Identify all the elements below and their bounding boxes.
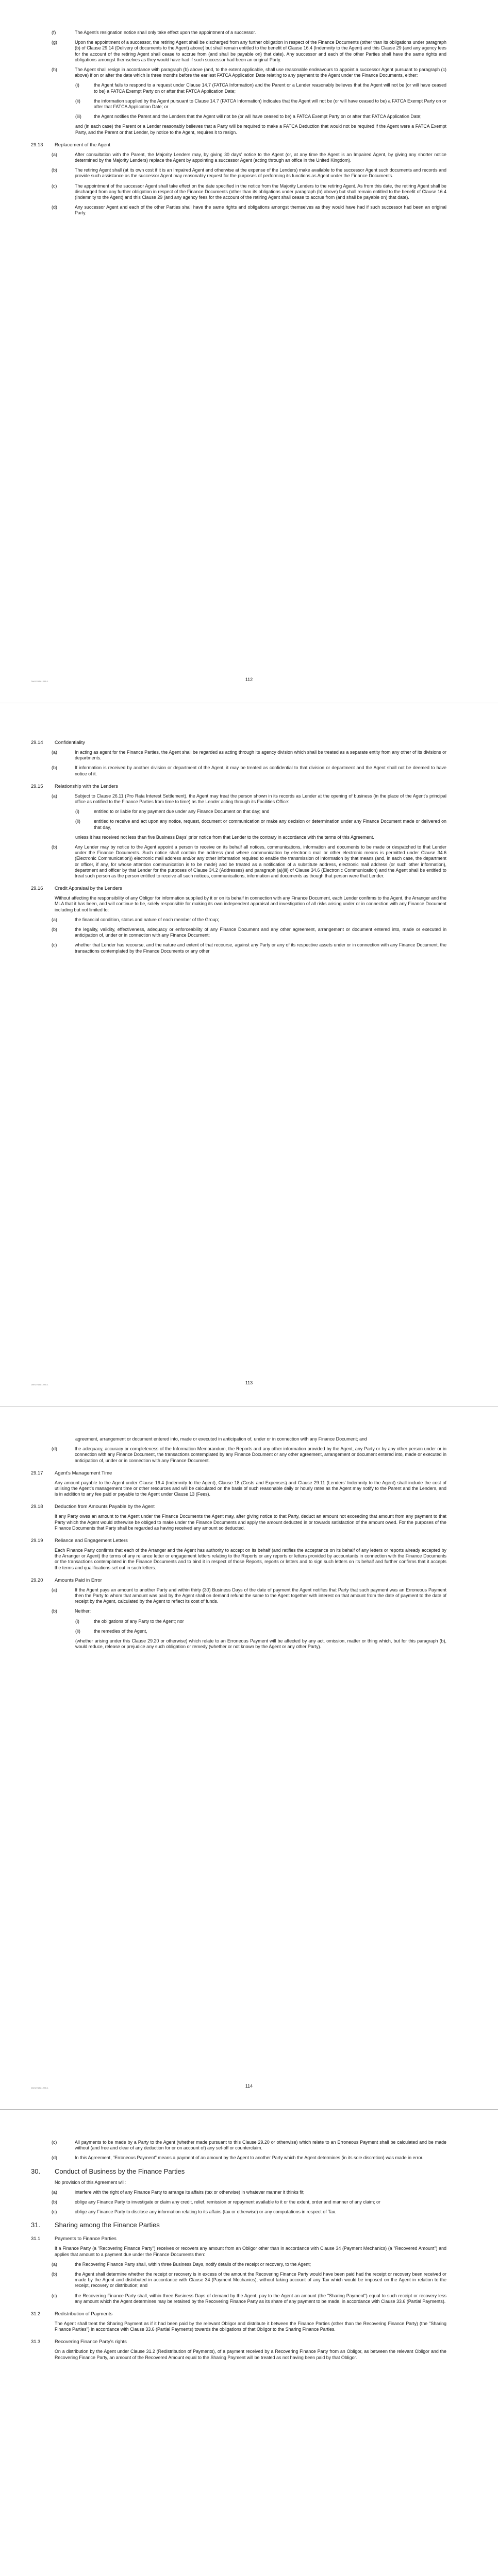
clause-item [31,167,446,179]
clause-item [31,927,446,938]
sub-clause-heading [31,885,446,891]
body-paragraph: No provision of this Agreement will: [55,2179,126,2185]
clause-text: In this Agreement, "Erroneous Payment" means a payment of an amount by the Agent to another Party which the Agent determines (in its sole discretion) was made in error. [75,2155,424,2161]
clause-text: the Agent fails to respond to a request under Clause 14.7 (FATCA Information) and the Parent or a Lender reasonably believes that the Agent will not be (or will have ceased to be) a FATCA Exempt Party on or after that FATCA Application Date; [94,82,446,94]
clause-item [31,1608,446,1614]
document-reference-code: DMS/21581285.1 [31,1383,48,1386]
heading-title: Confidentiality [55,739,85,745]
clause-label: (d) [52,205,57,210]
clause-text: The Agent's resignation notice shall only take effect upon the appointment of a successor. [75,30,256,35]
clause-item [31,2293,446,2304]
clause-label: (d) [52,1446,57,1452]
clause-item [31,750,446,761]
page-number: 112 [245,677,253,682]
heading-number: 29.14 [31,739,43,745]
clause-text: If information is received by another division or department of the Agent, it may be treated as confidential to that division or department and the Agent shall not be deemed to have notice of it. [75,765,446,776]
heading-title: Agent's Management Time [55,1469,112,1476]
clause-label: (b) [52,927,57,933]
body-paragraph: If a Finance Party (a "Recovering Finance Party") receives or recovers any amount from an Obligor other than in accordance with Clause 34 (Payment Mechanics) (a "Recovered Amount") and applies that amount to a payment due under the Finance Documents then: [55,2246,446,2257]
clause-text: the Recovering Finance Party shall, within three Business Days, notify details of the receipt or recovery, to the Agent; [75,2261,311,2267]
clause-item [31,67,446,78]
heading-title: Reliance and Engagement Letters [55,1537,128,1544]
clause-label: (f) [52,30,56,35]
clause-text: the Agent shall determine whether the receipt or recovery is in excess of the amount the Recovering Finance Party would have been paid had the receipt or recovery been received or made by the Agent and distributed in accordance with Clause 34 (Payment Mechanics), without taking account of any Tax which would be imposed on the Agent in relation to the receipt, recovery or distribution; and [75,2272,446,2289]
sub-clause-item [31,114,446,120]
clause-heading [31,2167,446,2176]
document-reference-code: DMS/21581285.1 [31,2087,48,2089]
clause-item [31,1587,446,1605]
clause-text: whether that Lender has recourse, and the nature and extent of that recourse, against any Party or any of its respective assets under or in connection with any Finance Document, the transactions contemplated by the Finance Documents or any other [75,942,446,954]
clause-text: oblige any Finance Party to investigate or claim any credit, relief, remission or repayment available to it or the extent, order and manner of any claim; or [75,2199,380,2205]
clause-text: Any Lender may by notice to the Agent appoint a person to receive on its behalf all notices, communications, information and documents to be made or despatched to that Lender under the Finance Documents. Such notice shall contain the address (and where communication by electronic mail or other electronic means is permitted under Clause 34.6 (Electronic Communication)) electronic mail address and/or any other information required to enable the transmission of information by that means (and, in each case, the department or officer, if any, for whose attention communication is to be made) and be treated as a notification of a substitute address, electronic mail address (or such other information), department and officer by that Lender for the purposes of Clause 34.2 (Addresses) and paragraph (a)(iii) of Clause 34.6 (Electronic Communication) and the Agent shall be entitled to treat such person as the person entitled to receive all such notices, communications, information and documents as though that person were that Lender. [75,844,446,879]
clause-text: Any successor Agent and each of the other Parties shall have the same rights and obligations amongst themselves as they would have had if such successor had been an original Party. [75,205,446,216]
document-page [0,703,498,1406]
clause-text: If the Agent pays an amount to another Party and within thirty (30) Business Days of the date of payment the Agent notifies that Party that such payment was an Erroneous Payment then the Party to whom that amount was paid by the Agent shall on demand refund the same to the Agent together with interest on that amount from the date of payment to the date of receipt by the Agent, calculated by the Agent to reflect its cost of funds. [75,1587,446,1604]
heading-number: 31.2 [31,2311,41,2317]
heading-title: Relationship with the Lenders [55,783,118,789]
heading-number: 29.20 [31,1577,43,1583]
clause-label: (b) [52,2199,57,2205]
sub-clause-item [31,819,446,830]
document-reference-code: DMS/21581285.1 [31,680,48,683]
clause-label: (iii) [75,114,81,120]
clause-label: (a) [52,750,57,755]
heading-number: 29.15 [31,783,43,789]
clause-item [31,2199,446,2205]
heading-number: 30. [31,2167,41,2175]
sub-clause-heading [31,1470,446,1476]
clause-text: The retiring Agent shall (at its own cost if it is an Impaired Agent and otherwise at the expense of the Lenders) make available to the successor Agent such documents and records and provide such assistance as the successor Agent may reasonably request for the purposes of performing its functions as Agent under the Finance Documents. [75,167,446,179]
heading-title: Sharing among the Finance Parties [55,2221,160,2229]
heading-number: 31.3 [31,2338,41,2345]
heading-title: Amounts Paid in Error [55,1577,102,1583]
clause-item [31,2272,446,2289]
sub-clause-item [31,1629,446,1634]
sub-clause-heading [31,739,446,745]
clause-item [31,765,446,776]
page-number: 114 [245,2083,253,2089]
clause-item [31,40,446,63]
heading-title: Credit Appraisal by the Lenders [55,885,122,891]
clause-label: (ii) [75,819,80,824]
continuation-paragraph: (whether arising under this Clause 29.20 or otherwise) which relate to an Erroneous Payment will be affected by any act, omission, matter or thing which, but for this paragraph (b), would reduce, release or prejudice any such obligation or remedy (whether or not known by the Agent or any other Party). [75,1638,446,1650]
page-number: 113 [245,1380,253,1385]
clause-text: In acting as agent for the Finance Parties, the Agent shall be regarded as acting through its agency division which shall be treated as a separate entity from any other of its divisions or departments. [75,750,446,761]
clause-item [31,152,446,163]
clause-text: the Recovering Finance Party shall, within three Business Days of demand by the Agent, pay to the Agent an amount (the "Sharing Payment") equal to such receipt or recovery less any amount which the Agent determines may be retained by the Recovering Finance Party as its share of any payment to be made, in accordance with Clause 33.6 (Partial Payments). [75,2293,446,2304]
clause-label: (i) [75,82,79,88]
clause-label: (a) [52,793,57,799]
clause-item [31,917,446,923]
heading-number: 31.1 [31,2235,41,2242]
clause-label: (a) [52,1587,57,1592]
clause-item [31,844,446,879]
sub-clause-heading [31,2338,446,2345]
document-page [0,1406,498,2110]
clause-label: (h) [52,67,57,73]
clause-text: Upon the appointment of a successor, the retiring Agent shall be discharged from any further obligation in respect of the Finance Documents (other than its obligations under paragraph (b) of Clause 29.14 (Delivery of documents to the Agent) above) but shall remain entitled to the benefit of Clause 16.4 (Indemnity to the Agent) and this Clause 29 (and any agency fees for the account of the retiring Agent shall cease to accrue from (and shall be payable on) that date). Any successor and each of the other Parties shall have the same rights and obligations amongst themselves as they would have had if such successor had been an original Party. [75,40,446,62]
heading-number: 29.16 [31,885,43,891]
clause-item [31,1446,446,1464]
clause-label: (b) [52,765,57,771]
body-paragraph: The Agent shall treat the Sharing Payment as if it had been paid by the relevant Obligor and distribute it between the Finance Parties (other than the Recovering Finance Party) (the "Sharing Finance Parties") in accordance with Clause 33.6 (Partial Payments) towards the obligations of that Obligor to the Sharing Finance Parties. [55,2321,446,2332]
sub-clause-heading [31,2235,446,2242]
sub-clause-heading [31,1503,446,1510]
clause-text: Subject to Clause 26.11 (Pro Rata Interest Settlement), the Agent may treat the person shown in its records as Lender at the opening of business (in the place of the Agent's principal office as notified to the Finance Parties from time to time) as the Lender acting through its Facilities Office: [75,793,446,805]
sub-clause-item [31,98,446,110]
body-paragraph: Without affecting the responsibility of any Obligor for information supplied by it or on its behalf in connection with any Finance Document, each Lender confirms to the Agent, the Arranger and the MLA that it has been, and will continue to be, solely responsible for making its own independent appraisal and investigation of all risks arising under or in connection with any Finance Document including but not limited to: [55,895,446,912]
clause-label: (c) [52,183,57,189]
clause-text: the Agent notifies the Parent and the Lenders that the Agent will not be (or will have ceased to be) a FATCA Exempt Party on or after that FATCA Application Date; [94,114,422,120]
clause-heading [31,2221,446,2229]
clause-label: (c) [52,2140,57,2145]
clause-label: (a) [52,2261,57,2267]
clause-label: (g) [52,40,57,45]
clause-item [31,2140,446,2151]
heading-title: Recovering Finance Party's rights [55,2338,127,2345]
clause-label: (d) [52,2155,57,2161]
sub-clause-heading [31,142,446,148]
document-page [0,2110,498,2576]
clause-text: The appointment of the successor Agent shall take effect on the date specified in the notice from the Majority Lenders to the retiring Agent. As from this date, the retiring Agent shall be discharged from any further obligation in respect of the Finance Documents (other than its obligations under paragraph (b) above) but shall remain entitled to the benefit of Clause 16.4 (Indemnity to the Agent) and this Clause 29 (and any agency fees for the account of the retiring Agent shall cease to accrue from (and shall be payable on) that date). [75,183,446,200]
clause-label: (b) [52,167,57,173]
clause-label: (i) [75,1618,79,1624]
clause-label: (b) [52,844,57,850]
clause-label: (c) [52,2293,57,2298]
clause-text: the financial condition, status and nature of each member of the Group; [75,917,219,922]
sub-clause-heading [31,1577,446,1583]
heading-number: 29.19 [31,1537,43,1544]
page-footer [0,677,498,687]
clause-item [31,2262,446,2267]
sub-clause-heading [31,1537,446,1544]
clause-item [31,942,446,954]
heading-number: 31. [31,2221,41,2229]
clause-item [31,183,446,201]
clause-label: (c) [52,942,57,948]
clause-label: (a) [52,917,57,922]
sub-clause-heading [31,783,446,789]
clause-text: interfere with the right of any Finance Party to arrange its affairs (tax or otherwise) in whatever manner it thinks fit; [75,2189,305,2195]
sub-clause-item [31,82,446,94]
clause-text: the information supplied by the Agent pursuant to Clause 14.7 (FATCA Information) indicates that the Agent will not be (or will have ceased to be) a FATCA Exempt Party on or after that FATCA Application Date; or [94,98,446,110]
clause-text: Neither: [75,1608,91,1614]
clause-item [31,2209,446,2215]
clause-text: the obligations of any Party to the Agent; nor [94,1618,184,1624]
continuation-paragraph: and (in each case) the Parent or a Lender reasonably believes that a Party will be required to make a FATCA Deduction that would not be required if the Agent were a FATCA Exempt Party, and the Parent or that Lender, by notice to the Agent, requires it to resign. [75,124,446,135]
clause-label: (a) [52,2189,57,2195]
heading-number: 29.18 [31,1503,43,1510]
page-footer [0,1380,498,1391]
heading-number: 29.13 [31,141,43,147]
clause-text: After consultation with the Parent, the Majority Lenders may, by giving 30 days' notice to the Agent (or, at any time the Agent is an Impaired Agent, by giving any shorter notice determined by the Majority Lenders) replace the Agent by appointing a successor Agent (acting through an office in the United Kingdom). [75,151,446,163]
heading-number: 29.17 [31,1469,43,1476]
heading-title: Deduction from Amounts Payable by the Agent [55,1503,155,1510]
sub-clause-item [31,809,446,815]
body-paragraph: On a distribution by the Agent under Clause 31.2 (Redistribution of Payments), of a payment received by a Recovering Finance Party from an Obligor, as between the relevant Obligor and the Recovering Finance Party, an amount of the Recovered Amount equal to the Sharing Payment will be treated as not having been paid by that Obligor. [55,2349,446,2360]
heading-title: Redistribution of Payments [55,2311,113,2317]
clause-text: All payments to be made by a Party to the Agent (whether made pursuant to this Clause 29.20 or otherwise) which relate to an Erroneous Payment shall be calculated and be made without (and free and clear of any deduction for or on account of) any set-off or counterclaim. [75,2140,446,2151]
clause-text: the adequacy, accuracy or completeness of the Information Memorandum, the Reports and any other information provided by the Agent, any Party or by any other person under or in connection with any Finance Document, the transactions contemplated by any Finance Document or any other agreement, arrangement or document entered into, made or executed in anticipation of, under or in connection with any Finance Document. [75,1446,446,1463]
heading-title: Conduct of Business by the Finance Parties [55,2167,185,2175]
continuation-paragraph: agreement, arrangement or document entered into, made or executed in anticipation of, under or in connection with any Finance Document; and [75,1436,367,1442]
clause-text: the remedies of the Agent, [94,1628,147,1634]
clause-label: (b) [52,1608,57,1614]
continuation-paragraph: unless it has received not less than five Business Days' prior notice from that Lender to the contrary in accordance with the terms of this Agreement. [75,834,374,840]
clause-item [31,2155,446,2161]
page-footer [0,2083,498,2094]
clause-label: (ii) [75,1628,80,1634]
clause-label: (c) [52,2209,57,2215]
clause-item [31,205,446,216]
clause-label: (ii) [75,98,80,104]
heading-title: Payments to Finance Parties [55,2235,117,2242]
sub-clause-item [31,1619,446,1624]
clause-label: (a) [52,151,57,157]
clause-text: The Agent shall resign in accordance with paragraph (b) above (and, to the extent applicable, shall use reasonable endeavours to appoint a successor Agent pursuant to paragraph (c) above) if on or after the date which is three months before the earliest FATCA Application Date relating to any payment to the Agent under the Finance Documents, either: [75,67,446,78]
sub-clause-heading [31,2311,446,2317]
body-paragraph: Any amount payable to the Agent under Clause 16.4 (Indemnity to the Agent), Clause 18 (Costs and Expenses) and Clause 29.11 (Lenders' Indemnity to the Agent) shall include the cost of utilising the Agent's management time or other resources and will be calculated on the basis of such reasonable daily or hourly rates as the Agent may notify to the Parent and the Lenders, and is in addition to any fee paid or payable to the Agent under Clause 13 (Fees). [55,1480,446,1497]
body-paragraph: Each Finance Party confirms that each of the Arranger and the Agent has authority to accept on its behalf (and ratifies the acceptance on its behalf of any letters or reports already accepted by the Arranger or Agent) the terms of any reliance letter or engagement letters relating to the Reports or any reports or letters provided by accountants in connection with the Finance Documents or the transactions contemplated in the Finance Documents and to bind it in respect of those Reports, reports or letters and to sign such letters on its behalf and further confirms that it accepts the terms and qualifications set out in such letters. [55,1548,446,1570]
clause-text: oblige any Finance Party to disclose any information relating to its affairs (tax or otherwise) or any computations in respect of Tax. [75,2209,337,2215]
clause-item [31,30,446,36]
heading-title: Replacement of the Agent [55,141,110,147]
body-paragraph: If any Party owes an amount to the Agent under the Finance Documents the Agent may, after giving notice to that Party, deduct an amount not exceeding that amount from any payment to that Party which the Agent would otherwise be obliged to make under the Finance Documents and apply the amount deducted in or towards satisfaction of the amount owed. For the purposes of the Finance Documents that Party shall be regarded as having received any amount so deducted. [55,1514,446,1531]
clause-item [31,793,446,805]
clause-text: the legality, validity, effectiveness, adequacy or enforceability of any Finance Document and any other agreement, arrangement or document entered into, made or executed in anticipation of, under or in connection with any Finance Document; [75,927,446,938]
clause-text: entitled to receive and act upon any notice, request, document or communication or make any decision or determination under any Finance Document made or delivered on that day, [94,819,446,830]
document-page [0,0,498,703]
clause-text: entitled to or liable for any payment due under any Finance Document on that day; and [94,809,270,815]
clause-item [31,2190,446,2195]
clause-label: (b) [52,2272,57,2277]
clause-label: (i) [75,809,79,815]
